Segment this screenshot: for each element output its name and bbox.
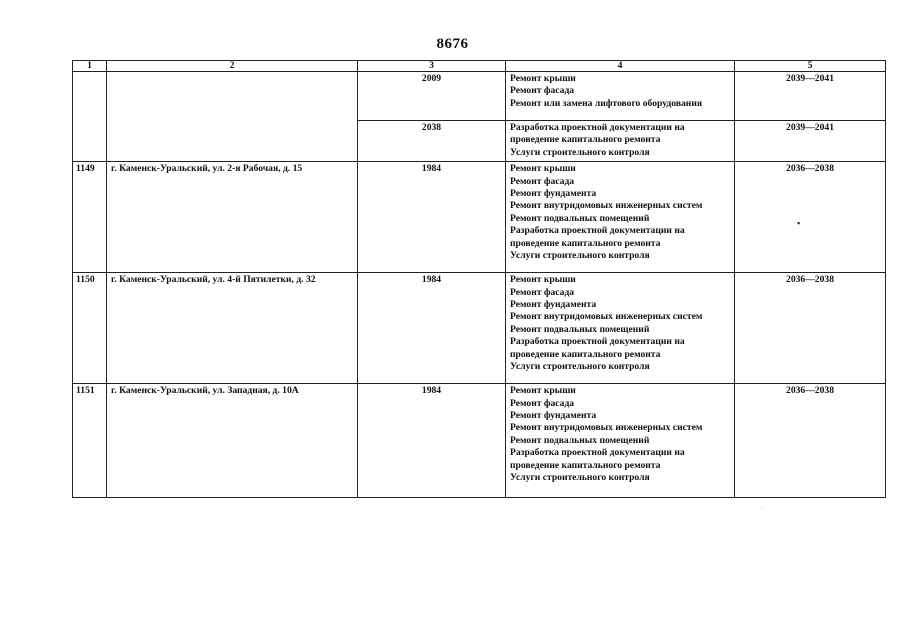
work-item: Услуги строительного контроля bbox=[510, 472, 650, 484]
work-item: Ремонт фундамента bbox=[510, 188, 597, 200]
work-item: Разработка проектной документации на bbox=[510, 336, 685, 348]
work-item: проведение капитального ремонта bbox=[510, 237, 661, 249]
year-cell: 1984 bbox=[358, 273, 506, 384]
work-item: Ремонт подвальных помещений bbox=[510, 323, 650, 335]
work-item: проведение капитального ремонта bbox=[510, 134, 661, 146]
works-list bbox=[506, 121, 735, 162]
object-address bbox=[107, 72, 358, 162]
table-row bbox=[73, 273, 886, 384]
work-item: Ремонт фасада bbox=[510, 175, 575, 187]
work-item: Ремонт фасада bbox=[510, 286, 575, 298]
object-number: 1150 bbox=[73, 273, 107, 384]
table-row bbox=[73, 72, 886, 121]
work-item: Ремонт внутридомовых инженерных систем bbox=[510, 311, 703, 323]
work-item: Ремонт крыши bbox=[510, 73, 576, 84]
column-header-3: 3 bbox=[358, 61, 506, 72]
header-row bbox=[73, 61, 886, 72]
work-item: Ремонт фасада bbox=[510, 397, 575, 409]
works-list bbox=[506, 384, 735, 498]
work-item: проведение капитального ремонта bbox=[510, 348, 661, 360]
year-cell: 1984 bbox=[358, 162, 506, 273]
work-item: Разработка проектной документации на bbox=[510, 447, 685, 459]
work-item: Ремонт крыши bbox=[510, 163, 576, 175]
repair-period: 2039—2041 bbox=[735, 72, 886, 121]
column-header-1: 1 bbox=[73, 61, 107, 72]
repair-schedule-table bbox=[72, 60, 886, 498]
work-item: проведение капитального ремонта bbox=[510, 459, 661, 471]
work-item: Разработка проектной документации на bbox=[510, 225, 685, 237]
work-item: Ремонт внутридомовых инженерных систем bbox=[510, 200, 703, 212]
object-address: г. Каменск-Уральский, ул. 2-я Рабочая, д. 15 bbox=[107, 162, 358, 273]
year-cell: 1984 bbox=[358, 384, 506, 498]
work-item: Ремонт крыши bbox=[510, 385, 576, 397]
works-list bbox=[506, 72, 735, 121]
column-header-2: 2 bbox=[107, 61, 358, 72]
repair-period: 2036—2038 bbox=[735, 162, 886, 273]
page-number: 8676 bbox=[436, 36, 469, 52]
work-item: Ремонт крыши bbox=[510, 274, 576, 286]
work-item: Ремонт или замена лифтового оборудования bbox=[510, 97, 703, 109]
object-number: 1151 bbox=[73, 384, 107, 498]
work-item: Разработка проектной документации на bbox=[510, 122, 685, 133]
object-number bbox=[73, 72, 107, 162]
object-address: г. Каменск-Уральский, ул. 4-й Пятилетки, д. 32 bbox=[107, 273, 358, 384]
scan-speck: ▪ bbox=[797, 218, 801, 228]
year-cell: 2009 bbox=[358, 72, 506, 121]
work-item: Ремонт фасада bbox=[510, 85, 575, 97]
work-item: Услуги строительного контроля bbox=[510, 361, 650, 373]
repair-period: 2036—2038 bbox=[735, 273, 886, 384]
object-address: г. Каменск-Уральский, ул. Западная, д. 10А bbox=[107, 384, 358, 498]
works-list bbox=[506, 273, 735, 384]
table-row bbox=[73, 384, 886, 498]
work-item: Ремонт фундамента bbox=[510, 299, 597, 311]
year-cell: 2038 bbox=[358, 121, 506, 162]
table-row bbox=[73, 162, 886, 273]
column-header-4: 4 bbox=[506, 61, 735, 72]
work-item: Ремонт внутридомовых инженерных систем bbox=[510, 422, 703, 434]
work-item: Услуги строительного контроля bbox=[510, 250, 650, 262]
repair-period: 2036—2038 bbox=[735, 384, 886, 498]
object-number: 1149 bbox=[73, 162, 107, 273]
work-item: Ремонт подвальных помещений bbox=[510, 434, 650, 446]
repair-period: 2039—2041 bbox=[735, 121, 886, 162]
works-list bbox=[506, 162, 735, 273]
scan-speck: · bbox=[761, 505, 764, 513]
table-body bbox=[73, 72, 886, 498]
work-item: Ремонт фундамента bbox=[510, 410, 597, 422]
work-item: Ремонт подвальных помещений bbox=[510, 212, 650, 224]
column-header-5: 5 bbox=[735, 61, 886, 72]
work-item: Услуги строительного контроля bbox=[510, 146, 650, 158]
